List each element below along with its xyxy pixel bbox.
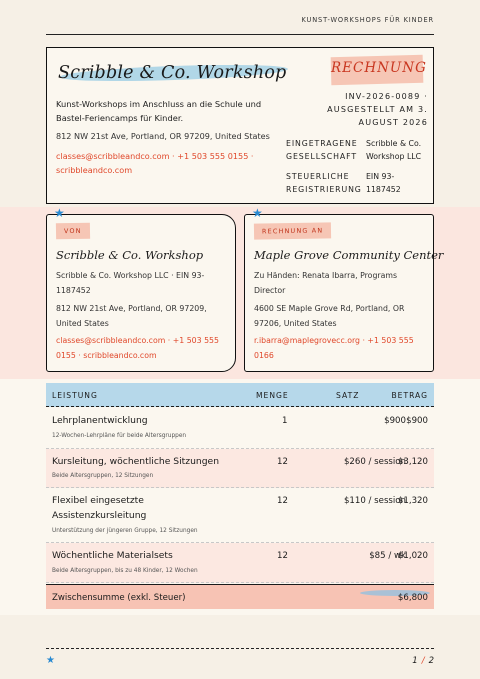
footer-rule: [46, 648, 434, 649]
row-rate: $260 / session: [343, 457, 406, 467]
col-amount: BETRAG: [391, 391, 428, 400]
col-item: LEISTUNG: [52, 391, 98, 400]
row-subtitle: Unterstützung der jüngeren Gruppe, 12 Sitzungen: [52, 528, 198, 534]
row-amount: $900: [406, 416, 428, 426]
bill-to-contact[interactable]: r.ibarra@maplegrovecc.org · +1 503 555 0166: [254, 336, 414, 360]
star-icon: ★: [252, 206, 263, 220]
brand-contact[interactable]: classes@scribbleandco.com · +1 503 555 0155 · scribbleandco.com: [56, 151, 254, 175]
brand-address: 812 NW 21st Ave, Portland, OR 97209, United States: [56, 131, 270, 141]
bill-to-name: Maple Grove Community Center: [254, 248, 444, 262]
row-subtitle: 12-Wochen-Lehrpläne für beide Altersgruppen: [52, 433, 187, 439]
brand-tagline: Kunst-Workshops im Anschluss an die Schule und Bastel-Feriencamps für Kinder.: [56, 99, 262, 123]
table-row: [46, 488, 434, 543]
top-rule: [46, 34, 434, 35]
subtotal-value: $6,800: [397, 593, 428, 603]
row-title: Flexibel eingesetzte Assistenzkursleitung: [52, 495, 147, 521]
row-qty: 12: [277, 457, 288, 467]
brand-title: Scribble & Co. Workshop: [58, 63, 287, 83]
row-title: Lehrplanentwicklung: [52, 415, 148, 426]
row-subtitle: Beide Altersgruppen, 12 Sitzungen: [52, 473, 154, 479]
star-icon: ★: [54, 206, 65, 220]
page-separator: /: [421, 656, 425, 666]
star-icon: ★: [46, 655, 55, 666]
page-indicator: [412, 656, 434, 666]
subtotal-row: [46, 584, 434, 609]
row-title: Kursleitung, wöchentliche Sitzungen: [52, 456, 220, 467]
row-subtitle: Beide Altersgruppen, bis zu 48 Kinder, 12 Wochen: [52, 568, 198, 574]
from-name: Scribble & Co. Workshop: [56, 248, 204, 262]
row-amount: $1,020: [397, 551, 428, 561]
row-rate: $85 / wk: [369, 551, 406, 561]
from-pill: VON: [56, 223, 90, 240]
page-kicker: KUNST-WORKSHOPS FÜR KINDER: [301, 16, 434, 24]
invoice-meta: [286, 137, 426, 203]
meta-value: Scribble & Co. Workshop LLC: [366, 139, 422, 161]
row-rate: $900: [384, 416, 406, 426]
page-total: 2: [428, 656, 434, 666]
meta-row: [286, 137, 426, 163]
row-rate: $110 / session: [343, 496, 406, 506]
from-contact[interactable]: classes@scribbleandco.com · +1 503 555 0155 · scribbleandco.com: [56, 336, 219, 360]
meta-label: STEUERLICHE REGISTRIERUNG: [286, 172, 362, 194]
meta-row: [286, 170, 426, 196]
bill-to-address: 4600 SE Maple Grove Rd, Portland, OR 97206, United States: [254, 304, 405, 328]
row-amount: $3,120: [397, 457, 428, 467]
row-title: Wöchentliche Materialsets: [52, 550, 173, 561]
invoice-number: INV-2026-0089 · AUSGESTELLT AM 3. AUGUST 2026: [327, 92, 428, 127]
table-row: [46, 543, 434, 583]
row-qty: 12: [277, 551, 288, 561]
from-address: 812 NW 21st Ave, Portland, OR 97209, United States: [56, 304, 207, 328]
row-qty: 12: [277, 496, 288, 506]
page-current: 1: [412, 656, 418, 666]
table-row: [46, 449, 434, 488]
col-qty: MENGE: [256, 391, 289, 400]
table-row: [46, 408, 434, 449]
invoice-heading: RECHNUNG: [331, 60, 427, 76]
row-qty: 1: [282, 416, 288, 426]
table-header: [46, 383, 434, 407]
col-rate: SATZ: [336, 391, 360, 400]
bill-to-pill: RECHNUNG AN: [254, 222, 332, 239]
subtotal-label: Zwischensumme (exkl. Steuer): [52, 593, 186, 603]
row-amount: $1,320: [397, 496, 428, 506]
meta-label: EINGETRAGENE GESELLSCHAFT: [286, 139, 358, 161]
from-legal: Scribble & Co. Workshop LLC · EIN 93-1187452: [56, 271, 205, 295]
meta-value: EIN 93-1187452: [366, 172, 401, 194]
bill-to-attention: Zu Händen: Renata Ibarra, Programs Director: [254, 271, 398, 295]
